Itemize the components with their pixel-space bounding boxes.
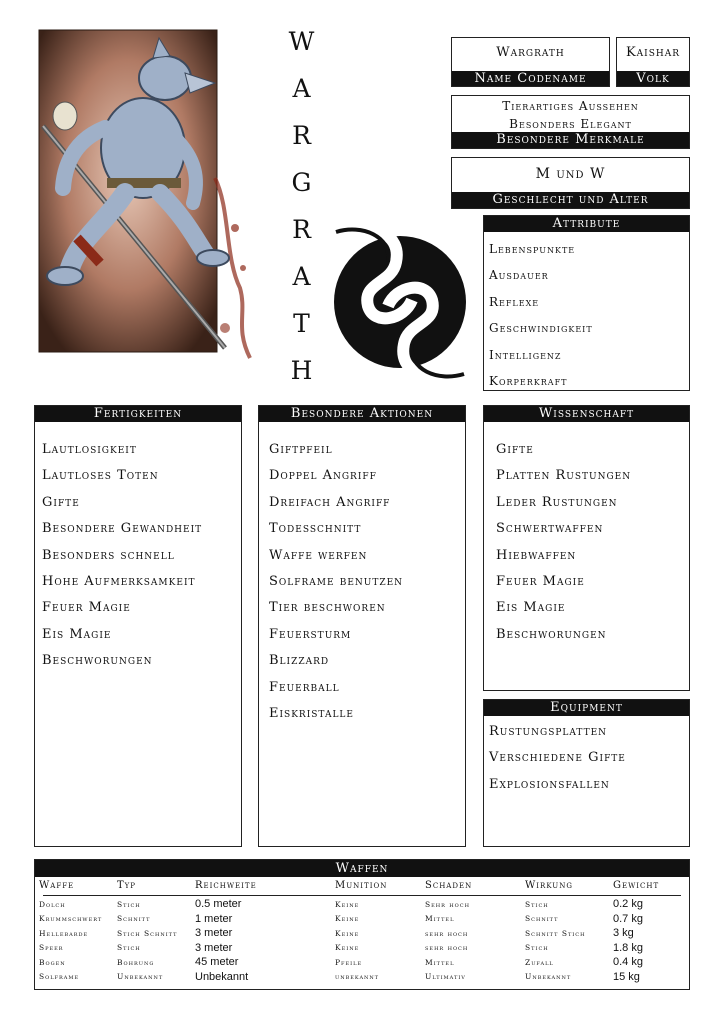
fertigkeit-item: Beschworungen [42, 653, 153, 669]
merkmale-box [451, 95, 690, 149]
title-letter: R [292, 215, 312, 244]
fertigkeit-item: Feuer Magie [42, 600, 131, 616]
fertigkeit-item: Besondere Gewandheit [42, 521, 203, 537]
aktion-item: Eiskristalle [269, 705, 354, 721]
equipment-item: Explosionsfallen [489, 776, 610, 792]
fertigkeiten-list [35, 422, 241, 675]
col-schaden: Schaden [425, 879, 473, 891]
cell-munition: Keine [335, 914, 360, 924]
wissenschaft-item: Beschworungen [496, 626, 607, 642]
title-letter: G [291, 168, 313, 197]
cell-schaden: Sehr hoch [425, 899, 470, 909]
aktion-item: Feuersturm [269, 626, 352, 642]
attribute-item: Korperkraft [489, 373, 568, 388]
character-portrait [25, 28, 253, 364]
vertical-title [284, 18, 320, 394]
fertigkeit-item: Hohe Aufmerksamkeit [42, 573, 196, 589]
aktion-item: Dreifach Angriff [269, 494, 391, 510]
cell-typ: Bohrung [117, 957, 155, 967]
attribute-title: Attribute [484, 216, 689, 232]
table-row [35, 912, 689, 927]
cell-reichweite: Unbekannt [195, 970, 249, 983]
wissenschaft-panel [483, 405, 690, 691]
cell-typ: Stich [117, 899, 141, 909]
tribal-emblem [332, 222, 468, 384]
wissenschaft-item: Gifte [496, 442, 534, 457]
volk-label: Volk [617, 71, 689, 86]
merkmale-line: Besonders Elegant [509, 117, 632, 131]
table-row [35, 970, 689, 985]
fertigkeiten-panel [34, 405, 242, 847]
aktionen-panel [258, 405, 466, 847]
waffen-title: Waffen [35, 860, 689, 877]
cell-typ: Stich [117, 943, 141, 953]
name-box [451, 37, 610, 87]
cell-munition: Pfeile [335, 957, 363, 967]
cell-waffe: Krummschwert [39, 914, 103, 924]
col-gewicht: Gewicht [613, 879, 660, 891]
title-letter: W [288, 27, 316, 56]
cell-schaden: sehr hoch [425, 928, 469, 938]
cell-schaden: Mittel [425, 957, 455, 967]
attribute-item: Ausdauer [489, 268, 549, 283]
cell-munition: Keine [335, 899, 360, 909]
col-waffe: Waffe [39, 879, 75, 891]
equipment-item: Rustungsplatten [489, 724, 608, 739]
cell-wirkung: Schnitt [525, 914, 559, 924]
wissenschaft-item: Leder Rustungen [496, 494, 618, 510]
aktion-item: Tier beschworen [269, 600, 386, 616]
aktion-item: Giftpfeil [269, 442, 333, 457]
attribute-item: Lebenspunkte [489, 242, 576, 256]
cell-munition: Keine [335, 928, 360, 938]
wissenschaft-list [484, 422, 689, 648]
volk-value: Kaishar [625, 45, 681, 60]
title-letter: A [292, 262, 312, 291]
cell-waffe: Hellebarde [39, 928, 89, 938]
equipment-list [484, 716, 689, 798]
cell-munition: Keine [335, 943, 360, 953]
cell-typ: Unbekannt [117, 972, 164, 982]
cell-gewicht: 0.2 kg [613, 898, 643, 911]
aktionen-list [259, 422, 465, 727]
table-row [35, 955, 689, 970]
wissenschaft-title: Wissenschaft [484, 406, 689, 422]
fertigkeit-item: Lautlosigkeit [42, 442, 137, 457]
geschlecht-label: Geschlecht und Alter [452, 192, 689, 208]
geschlecht-box [451, 157, 690, 209]
col-typ: Typ [117, 879, 137, 891]
fertigkeit-item: Gifte [42, 494, 80, 510]
cell-gewicht: 15 kg [613, 970, 640, 983]
waffen-table [35, 877, 689, 984]
wissenschaft-item: Feuer Magie [496, 573, 585, 589]
attribute-panel [483, 215, 690, 391]
cell-typ: Stich Schnitt [117, 928, 178, 938]
emblem-icon [332, 222, 468, 384]
table-row [35, 941, 689, 956]
table-row [35, 897, 689, 912]
cell-wirkung: Stich [525, 899, 549, 909]
cell-reichweite: 0.5 meter [195, 898, 242, 911]
equipment-panel [483, 699, 690, 847]
equipment-title: Equipment [484, 700, 689, 716]
cell-wirkung: Stich [525, 943, 549, 953]
cell-schaden: Mittel [425, 914, 455, 924]
aktion-item: Solframe benutzen [269, 573, 404, 589]
attribute-item: Intelligenz [489, 347, 562, 362]
cell-gewicht: 0.7 kg [613, 912, 643, 925]
attribute-list [484, 232, 689, 394]
merkmale-line: Tierartiges Aussehen [502, 99, 639, 113]
wissenschaft-item: Hiebwaffen [496, 547, 577, 563]
cell-gewicht: 1.8 kg [613, 941, 643, 954]
title-letter: H [290, 356, 314, 385]
geschlecht-value: M und W [535, 166, 606, 182]
cell-reichweite: 45 meter [195, 956, 239, 969]
aktionen-title: Besondere Aktionen [259, 406, 465, 422]
cell-waffe: Bogen [39, 957, 66, 967]
equipment-item: Verschiedene Gifte [489, 750, 626, 766]
name-label: Name Codename [452, 71, 609, 86]
cell-reichweite: 3 meter [195, 927, 233, 940]
volk-box [616, 37, 690, 87]
cell-reichweite: 3 meter [195, 941, 233, 954]
cell-waffe: Solframe [39, 972, 80, 982]
cell-schaden: sehr hoch [425, 943, 469, 953]
attribute-item: Geschwindigkeit [489, 321, 593, 336]
col-wirkung: Wirkung [525, 879, 573, 891]
wissenschaft-item: Platten Rustungen [496, 468, 632, 484]
wissenschaft-item: Eis Magie [496, 600, 566, 616]
merkmale-label: Besondere Merkmale [452, 132, 689, 148]
cell-reichweite: 1 meter [195, 912, 233, 925]
aktion-item: Doppel Angriff [269, 468, 377, 484]
aktion-item: Blizzard [269, 653, 330, 669]
attribute-item: Reflexe [489, 294, 540, 309]
cell-munition: unbekannt [335, 972, 380, 982]
cell-waffe: Speer [39, 943, 64, 953]
aktion-item: Feuerball [269, 679, 340, 695]
fertigkeit-item: Eis Magie [42, 626, 112, 642]
name-value: Wargrath [496, 45, 565, 60]
waffen-panel [34, 859, 690, 990]
fertigkeit-item: Besonders schnell [42, 547, 175, 563]
col-reichweite: Reichweite [195, 879, 257, 891]
cell-wirkung: Unbekannt [525, 972, 572, 982]
fertigkeiten-title: Fertigkeiten [35, 406, 241, 422]
cell-wirkung: Schnitt Stich [525, 928, 586, 938]
title-letter: A [292, 74, 312, 103]
title-letter: R [292, 121, 312, 150]
fertigkeit-item: Lautloses Toten [42, 468, 159, 484]
waffen-header-row [35, 877, 689, 893]
aktion-item: Waffe werfen [269, 547, 368, 563]
wissenschaft-item: Schwertwaffen [496, 521, 604, 537]
aktion-item: Todesschnitt [269, 521, 362, 537]
cell-schaden: Ultimativ [425, 972, 466, 982]
cell-waffe: Dolch [39, 899, 66, 909]
werewolf-illustration [25, 28, 253, 364]
cell-gewicht: 0.4 kg [613, 956, 643, 969]
title-letter: T [293, 309, 311, 338]
cell-gewicht: 3 kg [613, 927, 634, 940]
cell-typ: Schnitt [117, 914, 151, 924]
cell-wirkung: Zufall [525, 957, 554, 967]
col-munition: Munition [335, 879, 388, 891]
table-row [35, 926, 689, 941]
